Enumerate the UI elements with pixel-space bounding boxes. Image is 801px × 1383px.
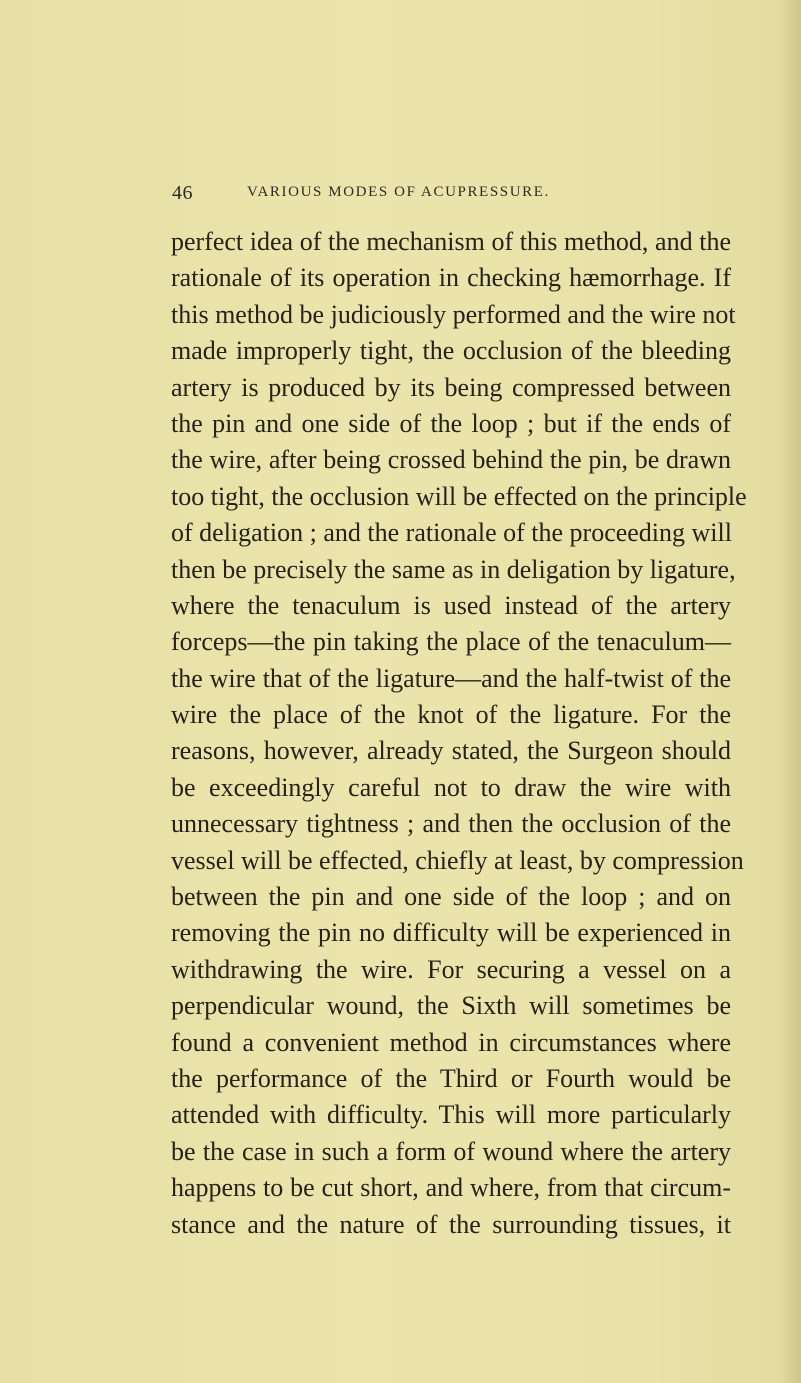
text-line: be exceedingly careful not to draw the wire with bbox=[171, 772, 731, 802]
text-line: unnecessary tightness ; and then the occlusion of the bbox=[171, 809, 731, 839]
text-line: the wire, after being crossed behind the pin, be drawn bbox=[171, 445, 731, 475]
text-line: perfect idea of the mechanism of this method, and the bbox=[171, 227, 731, 256]
text-line: made improperly tight, the occlusion of the bleeding bbox=[171, 336, 731, 366]
text-line: too tight, the occlusion will be effected on the principle bbox=[171, 481, 747, 511]
text-line: attended with difficulty. This will more particularly bbox=[171, 1100, 731, 1130]
text-line: removing the pin no difficulty will be experienced in bbox=[171, 918, 731, 948]
page-edge-shadow bbox=[779, 0, 801, 1383]
text-line: the performance of the Third or Fourth would be bbox=[171, 1063, 731, 1093]
text-line: reasons, however, already stated, the Surgeon should bbox=[171, 736, 731, 766]
text-line: then be precisely the same as in deligation by ligature, bbox=[171, 554, 736, 584]
text-line: vessel will be effected, chiefly at least, by compression bbox=[171, 845, 744, 875]
text-line: happens to be cut short, and where, from that circum- bbox=[171, 1173, 731, 1203]
text-line: rationale of its operation in checking hæmorrhage. If bbox=[171, 263, 731, 293]
text-line: between the pin and one side of the loop ; and on bbox=[171, 882, 731, 912]
body-text bbox=[171, 224, 747, 1243]
text-line: of deligation ; and the rationale of the proceeding will bbox=[171, 518, 732, 548]
text-line: perpendicular wound, the Sixth will sometimes be bbox=[171, 991, 731, 1021]
text-line: artery is produced by its being compressed between bbox=[171, 372, 731, 402]
running-header bbox=[172, 182, 732, 204]
text-line: found a convenient method in circumstances where bbox=[171, 1027, 731, 1057]
text-line: forceps—the pin taking the place of the tenaculum— bbox=[171, 627, 731, 657]
running-title: VARIOUS MODES OF ACUPRESSURE. bbox=[247, 184, 550, 200]
text-line: where the tenaculum is used instead of the artery bbox=[171, 590, 731, 620]
text-line: the wire that of the ligature—and the half-twist of the bbox=[171, 663, 731, 693]
text-line: wire the place of the knot of the ligature. For the bbox=[171, 700, 731, 730]
text-line: withdrawing the wire. For securing a vessel on a bbox=[171, 954, 731, 984]
text-line: this method be judiciously performed and the wire not bbox=[171, 299, 736, 329]
text-line: stance and the nature of the surrounding tissues, it bbox=[171, 1209, 731, 1239]
page-number: 46 bbox=[172, 182, 193, 204]
text-line: the pin and one side of the loop ; but if the ends of bbox=[171, 408, 731, 438]
text-line: be the case in such a form of wound where the artery bbox=[171, 1136, 731, 1166]
